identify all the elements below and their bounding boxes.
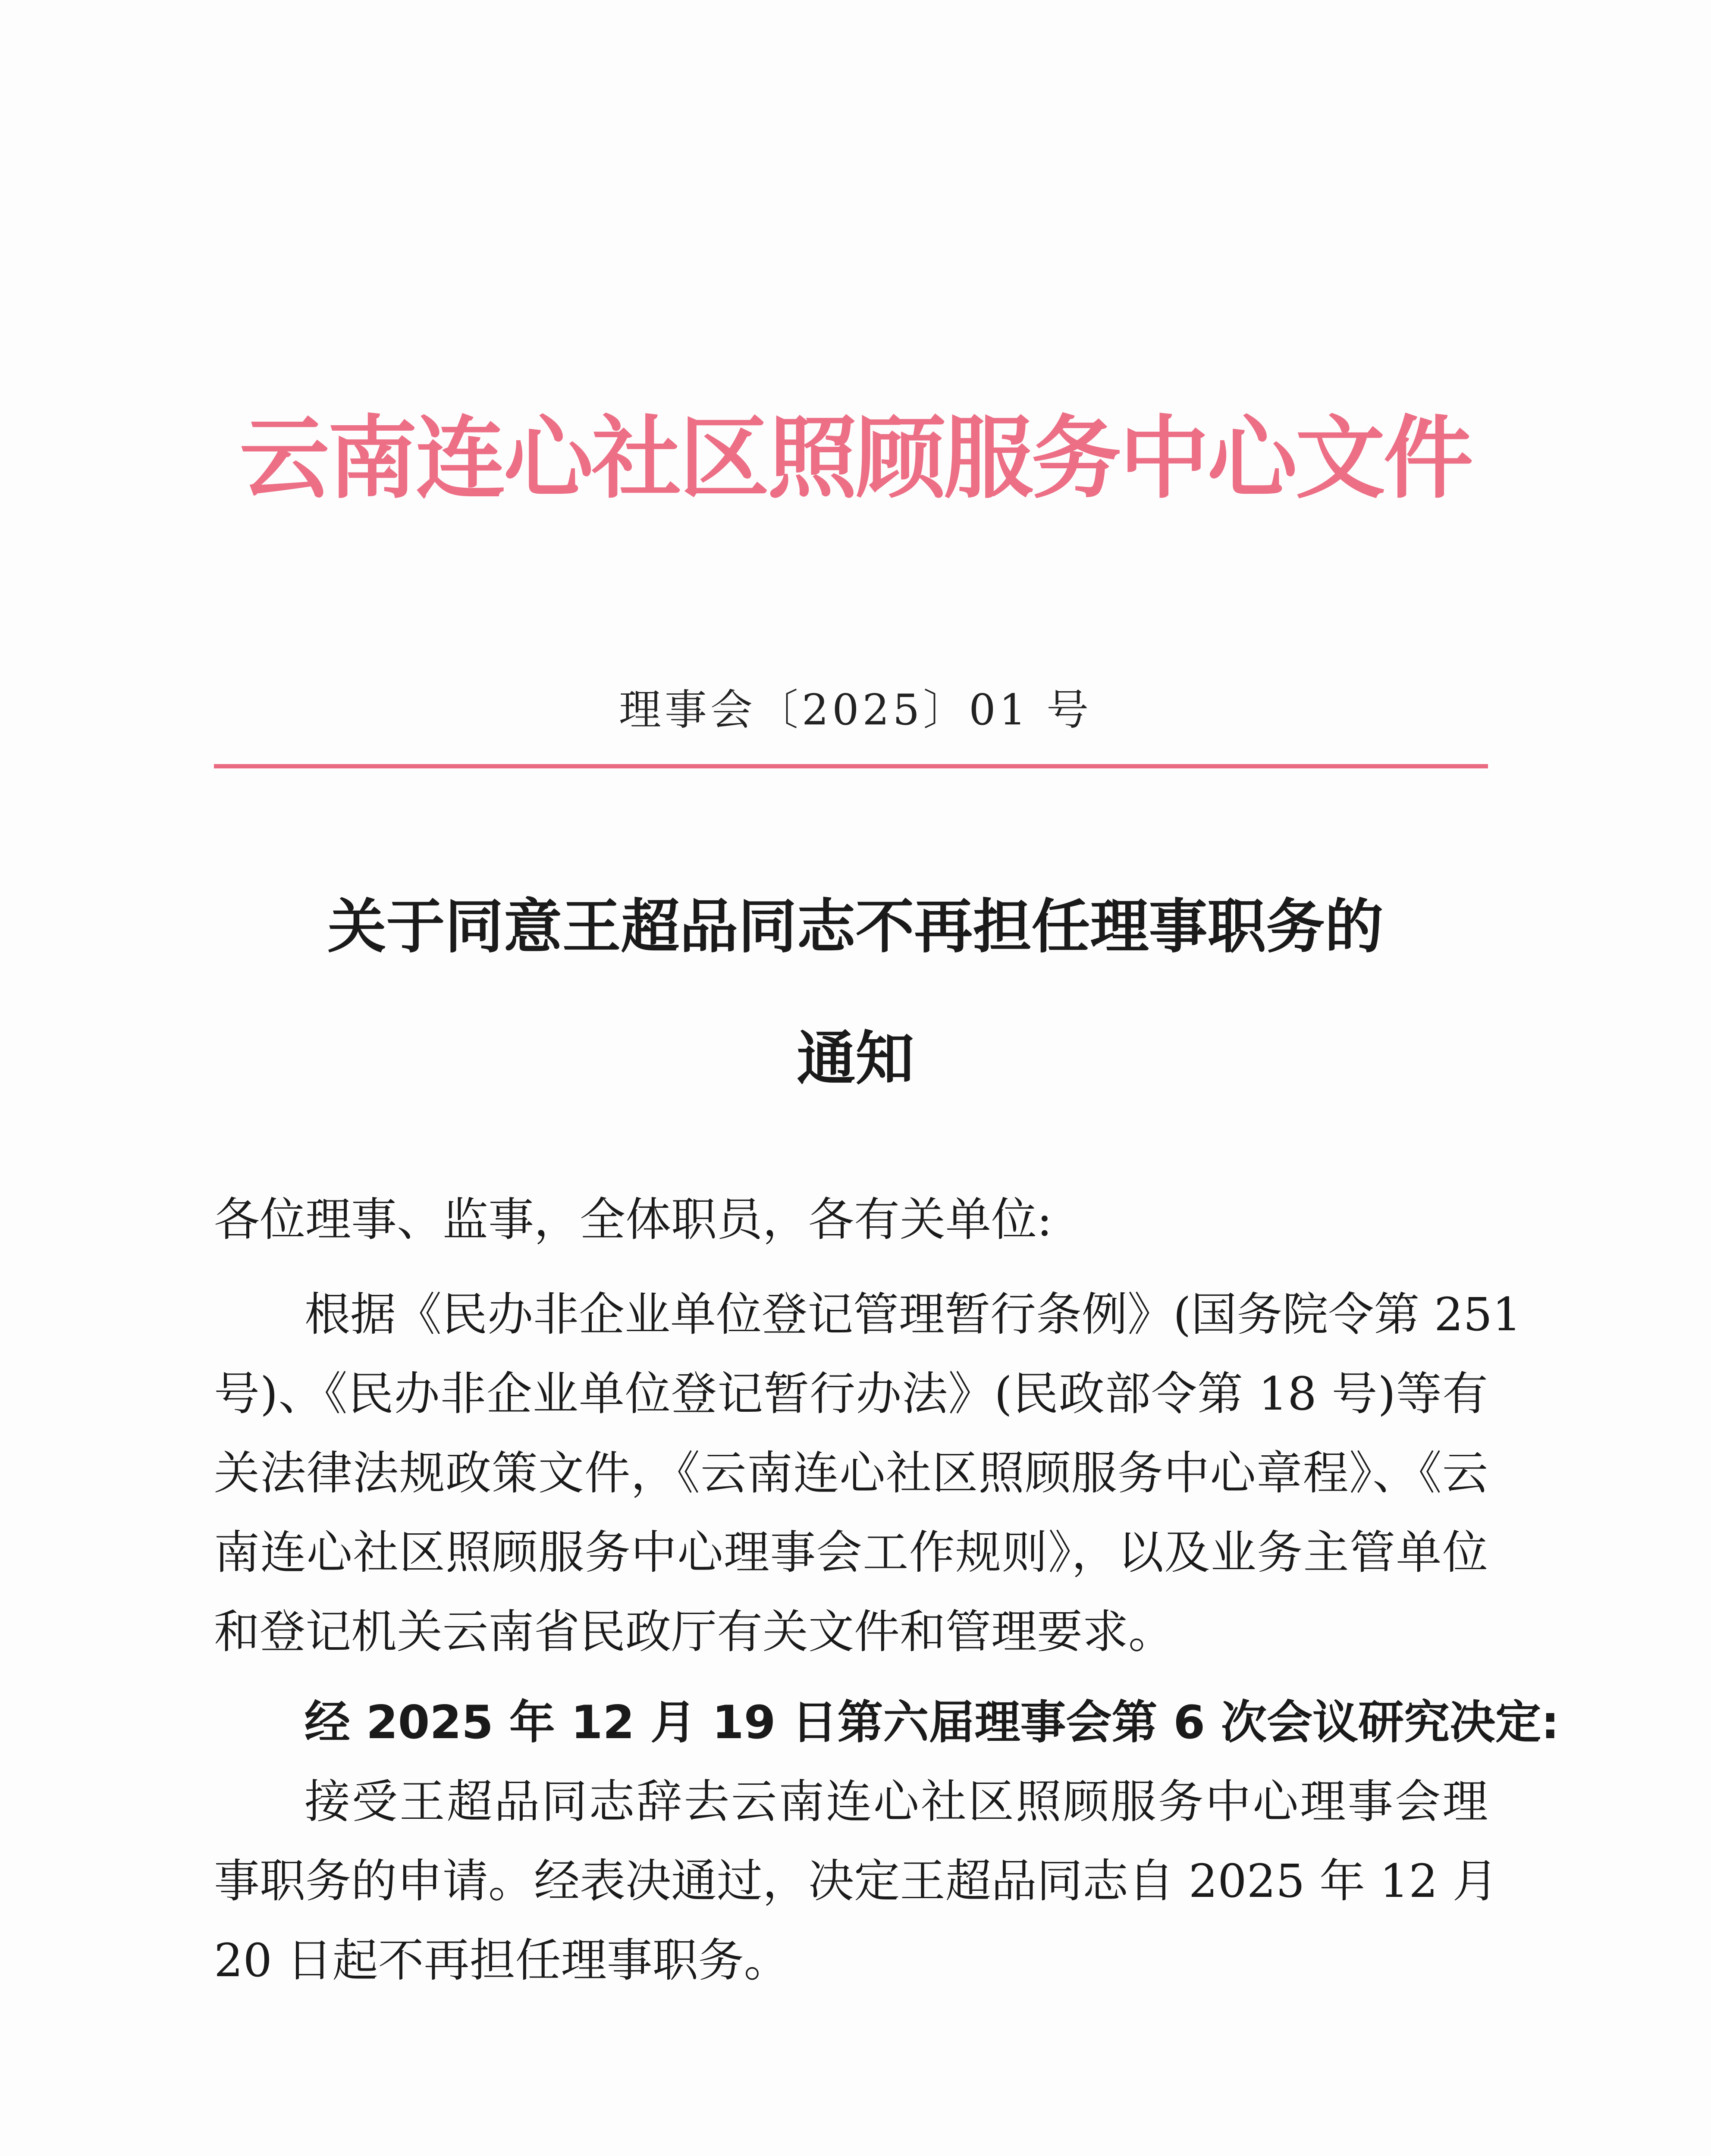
decision-statement: 经 2025 年 12 月 19 日第六届理事会第 6 次会议研究决定:	[305, 1696, 1560, 1749]
notice-title-line-2: 通知	[797, 1025, 914, 1093]
paragraph-1-line: 根据《民办非企业单位登记管理暂行条例》(国务院令第 251	[305, 1288, 1522, 1341]
red-divider-line	[214, 764, 1488, 768]
paragraph-1-line: 南连心社区照顾服务中心理事会工作规则》，以及业务主管单位	[214, 1526, 1488, 1579]
paragraph-2-line: 20 日起不再担任理事职务。	[214, 1934, 790, 1987]
paragraph-2-line: 事职务的申请。经表决通过，决定王超品同志自 2025 年 12 月	[214, 1855, 1498, 1908]
paragraph-2-line: 接受王超品同志辞去云南连心社区照顾服务中心理事会理	[305, 1775, 1488, 1828]
salutation: 各位理事、监事，全体职员，各有关单位:	[214, 1193, 1052, 1246]
document-number: 理事会〔2025〕01 号	[618, 686, 1093, 735]
notice-title-line-1: 关于同意王超品同志不再担任理事职务的	[327, 893, 1384, 961]
paragraph-1-line: 号)、《民办非企业单位登记暂行办法》(民政部令第 18 号)等有	[214, 1367, 1488, 1420]
paragraph-1-line: 关法律法规政策文件，《云南连心社区照顾服务中心章程》、《云	[214, 1447, 1488, 1500]
paragraph-1-line: 和登记机关云南省民政厅有关文件和管理要求。	[214, 1605, 1174, 1658]
organization-header-title: 云南连心社区照顾服务中心文件	[239, 407, 1472, 511]
